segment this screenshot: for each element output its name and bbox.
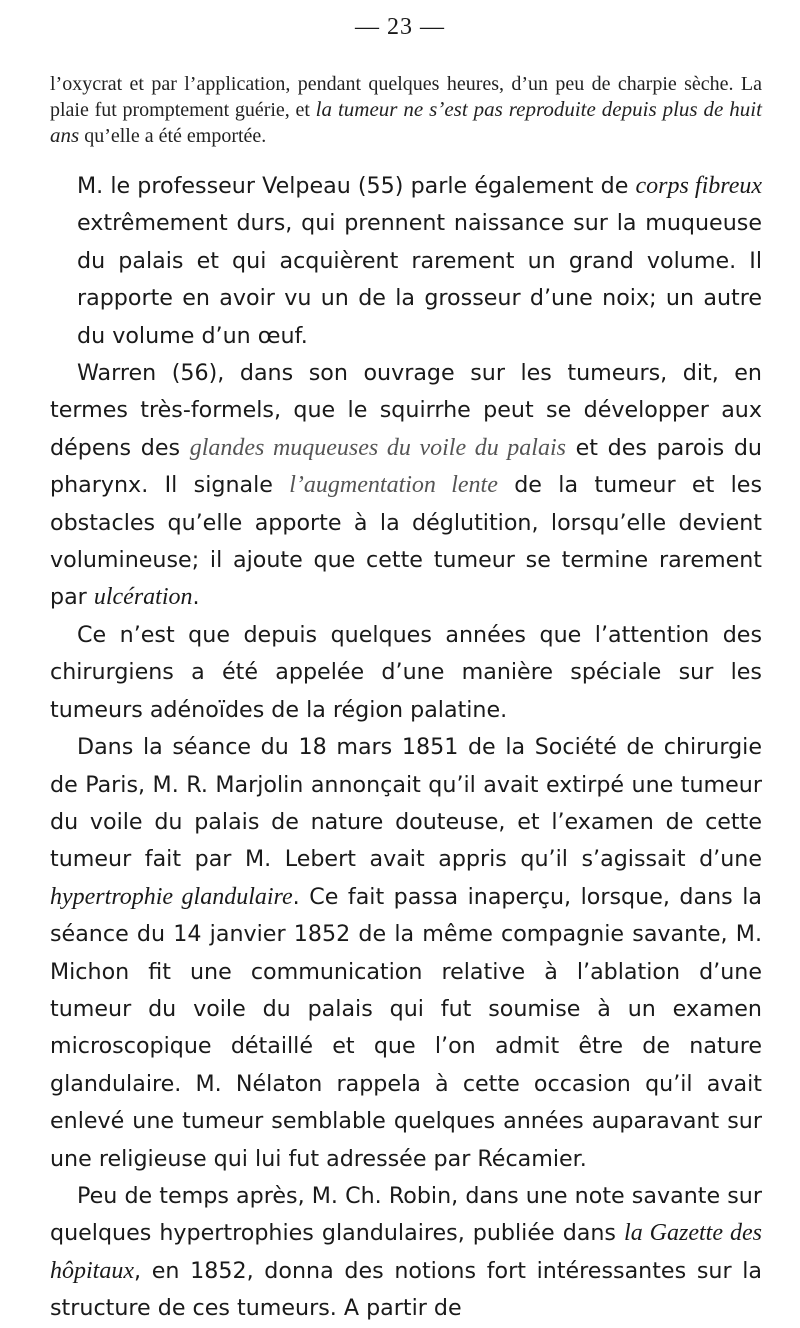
- page-number: — 23 —: [355, 14, 445, 40]
- main-text: [50, 168, 762, 1328]
- paragraph-text: Warren (56), dans son ouvrage sur les tumeurs, dit, en termes très-formels, que le squirrhe peut se développer aux dépens des: [50, 360, 762, 461]
- italic-term: l’augmentation lente: [289, 472, 498, 499]
- paragraph-text: Peu de temps après, M. Ch. Robin, dans une note savante sur quelques hypertrophies glandulaires, publiée dans: [50, 1182, 762, 1247]
- paragraph-attention: [50, 617, 762, 729]
- italic-term: ulcération: [93, 584, 193, 611]
- paragraph-text: et des parois du pharynx. Il signale: [50, 434, 762, 499]
- paragraph-text: , en 1852, donna des notions fort intéressantes sur la structure de ces tumeurs. A partir de: [50, 1257, 762, 1322]
- paragraph-velpeau: [50, 168, 762, 355]
- footnote-italic-segment: la tumeur ne s’est pas reproduite depuis plus de huit ans: [50, 97, 762, 147]
- paragraph-robin: [50, 1178, 762, 1328]
- footnote-segment-end: qu’elle a été emportée.: [79, 125, 267, 147]
- italic-term: hypertrophie glandulaire: [50, 883, 293, 910]
- paragraph-text: Ce n’est que depuis quelques années que l’attention des chirurgiens a été appelée d’une manière spéciale sur les tumeurs adénoïdes de la région palatine.: [50, 621, 762, 723]
- paragraph-text: extrêmement durs, qui prennent naissance sur la muqueuse du palais et qui acquièrent rarement un grand volume. Il rapporte en avoir vu un de la grosseur d’une noix; un autre du volume d’un œuf.: [77, 210, 762, 349]
- paragraph-warren: [50, 355, 762, 617]
- paragraph-text: . Ce fait passa inaperçu, lorsque, dans la séance du 14 janvier 1852 de la même compagnie savante, M. Michon fit une communication relative à l’ablation d’une tumeur du voile du palais qui fut soumise à un examen microscopique détaillé et que l’on admit être de nature glandulaire. M. Nélaton rappela à cette occasion qu’il avait enlevé une tumeur semblable quelques années auparavant sur une religieuse qui lui fut adressée par Récamier.: [50, 883, 762, 1172]
- italic-term: la Gazette des hôpitaux: [50, 1220, 762, 1284]
- footnote-text: [50, 72, 762, 149]
- paragraph-text: .: [192, 584, 200, 611]
- italic-term: glandes muqueuses du voile du palais: [189, 434, 566, 461]
- paragraph-text: Dans la séance du 18 mars 1851 de la Société de chirurgie de Paris, M. R. Marjolin annonçait qu’il avait extirpé une tumeur du voile du palais de nature douteuse, et l’examen de cette tumeur fait par M. Lebert avait appris qu’il s’agissait d’une: [50, 734, 762, 873]
- paragraph-marjolin: [50, 729, 762, 1178]
- paragraph-text: M. le professeur Velpeau (55) parle également de: [77, 173, 636, 199]
- footnote-segment: l’oxycrat et par l’application, pendant quelques heures, d’un peu de charpie sèche. La plaie fut promptement guérie, et: [50, 73, 762, 121]
- italic-term: corps fibreux: [635, 173, 762, 199]
- paragraph-text: de la tumeur et les obstacles qu’elle apporte à la déglutition, lorsqu’elle devient volumineuse; il ajoute que cette tumeur se termine rarement par: [50, 472, 763, 611]
